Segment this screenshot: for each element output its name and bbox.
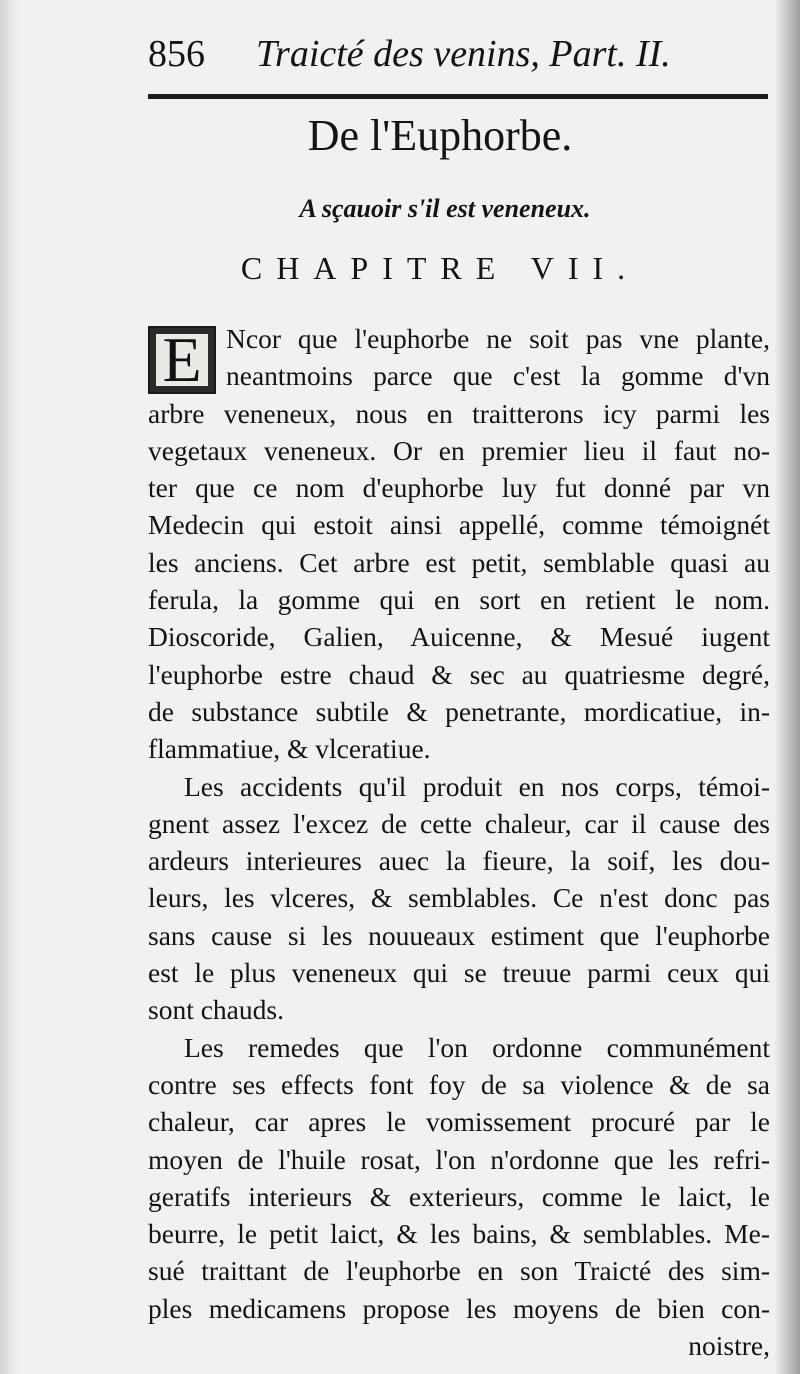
text-line: ples medicamens propose les moyens de bien con- [148, 1292, 770, 1324]
text-line: ferula, la gomme qui en sort en retient le nom. [148, 584, 770, 616]
page-number: 856 [148, 33, 205, 75]
text-line: ardeurs interieures auec la fieure, la soif, les dou- [148, 845, 770, 877]
text-line: neantmoins parce que c'est la gomme d'vn [226, 360, 770, 392]
header-rule [148, 94, 768, 99]
chapter-heading: CHAPITRE VII. [240, 250, 640, 286]
running-title: Traicté des venins, Part. II. [256, 33, 671, 75]
text-line: beurre, le petit laict, & les bains, & semblables. Me- [148, 1218, 770, 1250]
text-line: sont chauds. [148, 994, 284, 1026]
text-line: flammatiue, & vlceratiue. [148, 733, 431, 765]
body-text [148, 320, 770, 1364]
decorated-initial-letter: E [162, 326, 202, 394]
text-line: leurs, les vlceres, & semblables. Ce n'est donc pas [148, 882, 770, 914]
text-line: de substance subtile & penetrante, mordicatiue, in- [148, 695, 770, 727]
text-line: les anciens. Cet arbre est petit, semblable quasi au [148, 546, 770, 578]
text-line: chaleur, car apres le vomissement procuré par le [148, 1106, 770, 1138]
text-line: contre ses effects font foy de sa violence & de sa [148, 1068, 770, 1100]
section-subtitle: A sçauoir s'il est veneneux. [299, 194, 591, 223]
text-line: vegetaux veneneux. Or en premier lieu il faut no- [148, 434, 770, 466]
text-line: gnent assez l'excez de cette chaleur, car il cause des [148, 807, 770, 839]
running-head [148, 32, 768, 86]
catchword: noistre, [688, 1330, 770, 1362]
text-line: Dioscoride, Galien, Auicenne, & Mesué iugent [148, 621, 770, 653]
text-line: Medecin qui estoit ainsi appellé, comme témoignét [148, 509, 770, 541]
text-line: arbre veneneux, nous en traitterons icy parmi les [148, 397, 770, 429]
text-line: l'euphorbe estre chaud & sec au quatriesme degré, [148, 658, 770, 690]
text-line: Les remedes que l'on ordonne communément [184, 1031, 770, 1063]
text-line: ter que ce nom d'euphorbe luy fut donné par vn [148, 472, 770, 504]
section-title: De l'Euphorbe. [307, 111, 573, 160]
text-line: Ncor que l'euphorbe ne soit pas vne plante, [226, 323, 770, 354]
text-line: sué traittant de l'euphorbe en son Traicté des sim- [148, 1255, 770, 1287]
text-line: Les accidents qu'il produit en nos corps, témoi- [184, 770, 770, 802]
text-line: sans cause si les nouueaux estiment que l'euphorbe [148, 919, 770, 951]
text-line: est le plus veneneux qui se treuue parmi ceux qui [148, 957, 770, 989]
text-line: moyen de l'huile rosat, l'on n'ordonne que les refri- [148, 1143, 770, 1175]
text-line: geratifs interieurs & exterieurs, comme le laict, le [148, 1180, 770, 1212]
